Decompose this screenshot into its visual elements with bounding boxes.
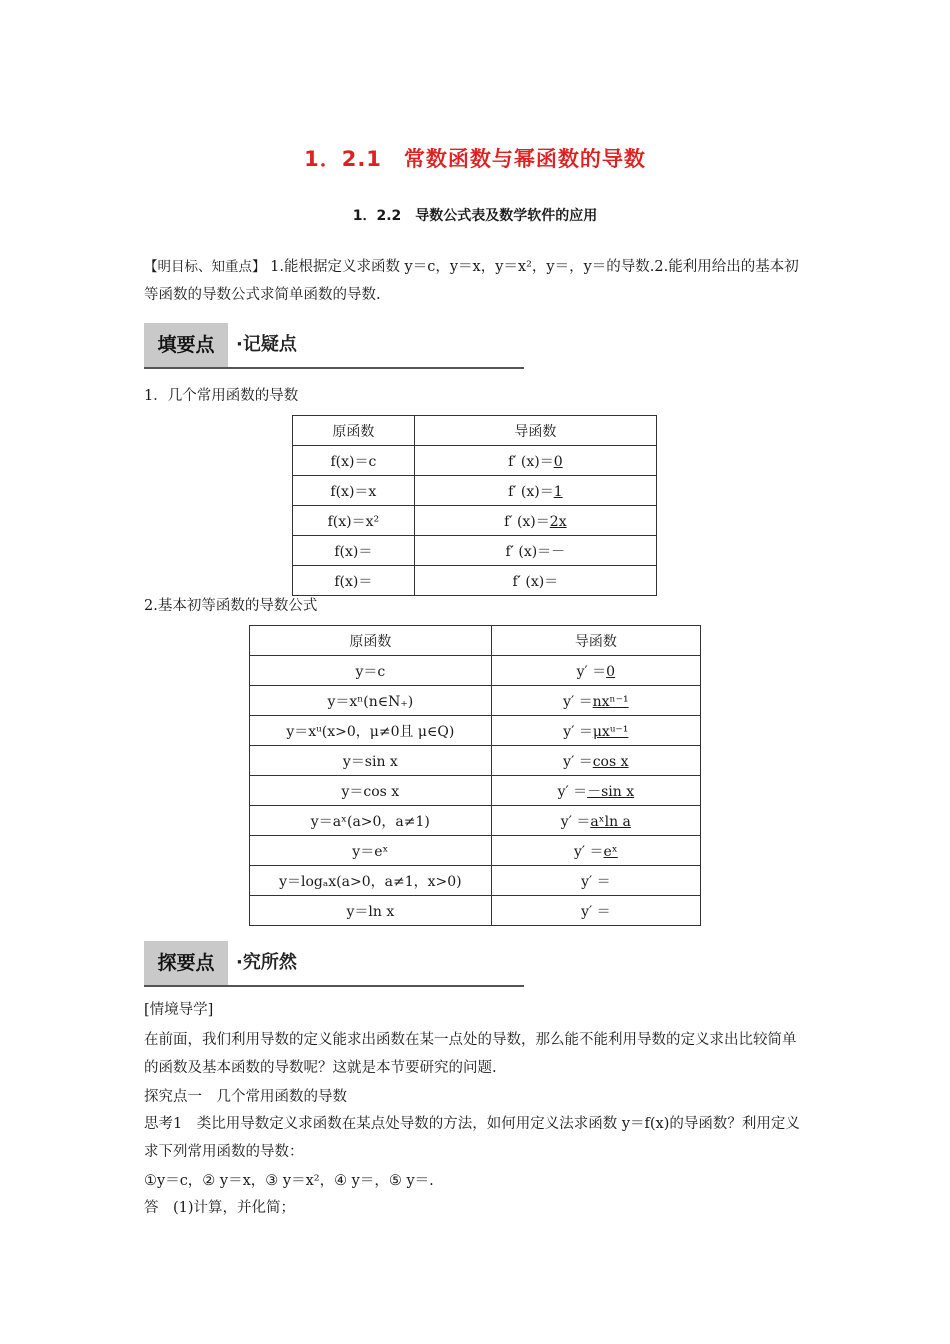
basic-derivative-formulas-table <box>249 625 701 926</box>
function-list: ①y＝c，② y＝x，③ y＝x²，④ y＝，⑤ y＝. <box>144 1173 434 1189</box>
deriv-cell: y′ ＝μxᵘ⁻¹ <box>491 716 700 746</box>
deriv-cell: y′ ＝nxⁿ⁻¹ <box>491 686 700 716</box>
orig-cell: y＝eˣ <box>250 836 492 866</box>
item2-heading: 2.基本初等函数的导数公式 <box>144 598 318 614</box>
table-row <box>250 896 701 926</box>
section-box-label: 填要点 <box>144 323 228 367</box>
orig-cell: y＝sin x <box>250 746 492 776</box>
answer-blank: aˣln a <box>590 813 631 830</box>
learning-goals <box>144 253 810 309</box>
item1-heading: 1．几个常用函数的导数 <box>144 388 299 404</box>
orig-cell: f(x)＝ <box>293 566 415 596</box>
deriv-cell: y′ ＝ <box>491 866 700 896</box>
orig-cell: y＝xⁿ(n∈N₊) <box>250 686 492 716</box>
table-row <box>250 866 701 896</box>
table-row <box>250 746 701 776</box>
orig-cell: y＝logₐx(a>0，a≠1，x>0) <box>250 866 492 896</box>
table-row <box>293 476 657 506</box>
deriv-cell: y′ ＝0 <box>491 656 700 686</box>
orig-cell: f(x)＝x² <box>293 506 415 536</box>
answer-blank: eˣ <box>603 843 618 860</box>
table-row <box>293 536 657 566</box>
page-subtitle: 1．2.2 导数公式表及数学软件的应用 <box>352 208 598 224</box>
header-cell: 导函数 <box>491 626 700 656</box>
table-row <box>250 656 701 686</box>
table-row <box>293 566 657 596</box>
common-derivatives-table <box>292 415 657 596</box>
section-box-label: 探要点 <box>144 941 228 985</box>
deriv-cell: y′ ＝aˣln a <box>491 806 700 836</box>
answer-blank: 0 <box>606 663 616 680</box>
deriv-cell: f′ (x)＝ <box>414 566 656 596</box>
section-sub-label: ·究所然 <box>236 952 297 973</box>
orig-cell: y＝cos x <box>250 776 492 806</box>
table-row <box>250 716 701 746</box>
orig-cell: y＝c <box>250 656 492 686</box>
section-header-fill <box>144 323 524 369</box>
answer-blank: －sin x <box>587 783 635 800</box>
table-header-row <box>250 626 701 656</box>
deriv-cell: f′ (x)＝2x <box>414 506 656 536</box>
goals-text: 1.能根据定义求函数 y＝c，y＝x，y＝x²，y＝，y＝的导数.2.能利用给出的基本初等函数的导数公式求简单函数的导数. <box>144 259 799 303</box>
deriv-cell: f′ (x)＝1 <box>414 476 656 506</box>
deriv-cell: y′ ＝ <box>491 896 700 926</box>
section-sub-label: ·记疑点 <box>236 334 297 355</box>
answer-blank: μxᵘ⁻¹ <box>592 723 629 740</box>
guide-label: [情境导学] <box>144 1002 214 1018</box>
table-header-row <box>293 416 657 446</box>
table-row <box>250 776 701 806</box>
goals-tag: 【明目标、知重点】 <box>144 259 266 275</box>
table-row <box>250 806 701 836</box>
answer-line: 答 (1)计算，并化简； <box>144 1200 296 1216</box>
section-header-explore <box>144 941 524 987</box>
orig-cell: f(x)＝ <box>293 536 415 566</box>
header-cell: 原函数 <box>250 626 492 656</box>
deriv-cell: f′ (x)＝－ <box>414 536 656 566</box>
explore-point-heading: 探究点一 几个常用函数的导数 <box>144 1089 347 1105</box>
orig-cell: f(x)＝c <box>293 446 415 476</box>
table-row <box>250 836 701 866</box>
think1-paragraph: 思考1 类比用导数定义求函数在某点处导数的方法，如何用定义法求函数 y＝f(x)的导函数？利用定义求下列常用函数的导数： <box>144 1116 800 1160</box>
header-cell: 原函数 <box>293 416 415 446</box>
deriv-cell: y′ ＝cos x <box>491 746 700 776</box>
answer-blank: 1 <box>553 483 563 500</box>
guide-paragraph: 在前面，我们利用导数的定义能求出函数在某一点处的导数，那么能不能利用导数的定义求出比较简单的函数及基本函数的导数呢？这就是本节要研究的问题. <box>144 1032 797 1076</box>
table-row <box>293 446 657 476</box>
table-row <box>250 686 701 716</box>
deriv-cell: y′ ＝eˣ <box>491 836 700 866</box>
page-title: 1．2.1 常数函数与幂函数的导数 <box>304 147 646 171</box>
orig-cell: y＝ln x <box>250 896 492 926</box>
answer-blank: 2x <box>549 513 567 530</box>
deriv-cell: y′ ＝－sin x <box>491 776 700 806</box>
orig-cell: y＝aˣ(a>0，a≠1) <box>250 806 492 836</box>
header-cell: 导函数 <box>414 416 656 446</box>
answer-blank: 0 <box>553 453 563 470</box>
orig-cell: y＝xᵘ(x>0，μ≠0且 μ∈Q) <box>250 716 492 746</box>
answer-blank: cos x <box>592 753 629 770</box>
answer-blank: nxⁿ⁻¹ <box>592 693 629 710</box>
deriv-cell: f′ (x)＝0 <box>414 446 656 476</box>
orig-cell: f(x)＝x <box>293 476 415 506</box>
table-row <box>293 506 657 536</box>
